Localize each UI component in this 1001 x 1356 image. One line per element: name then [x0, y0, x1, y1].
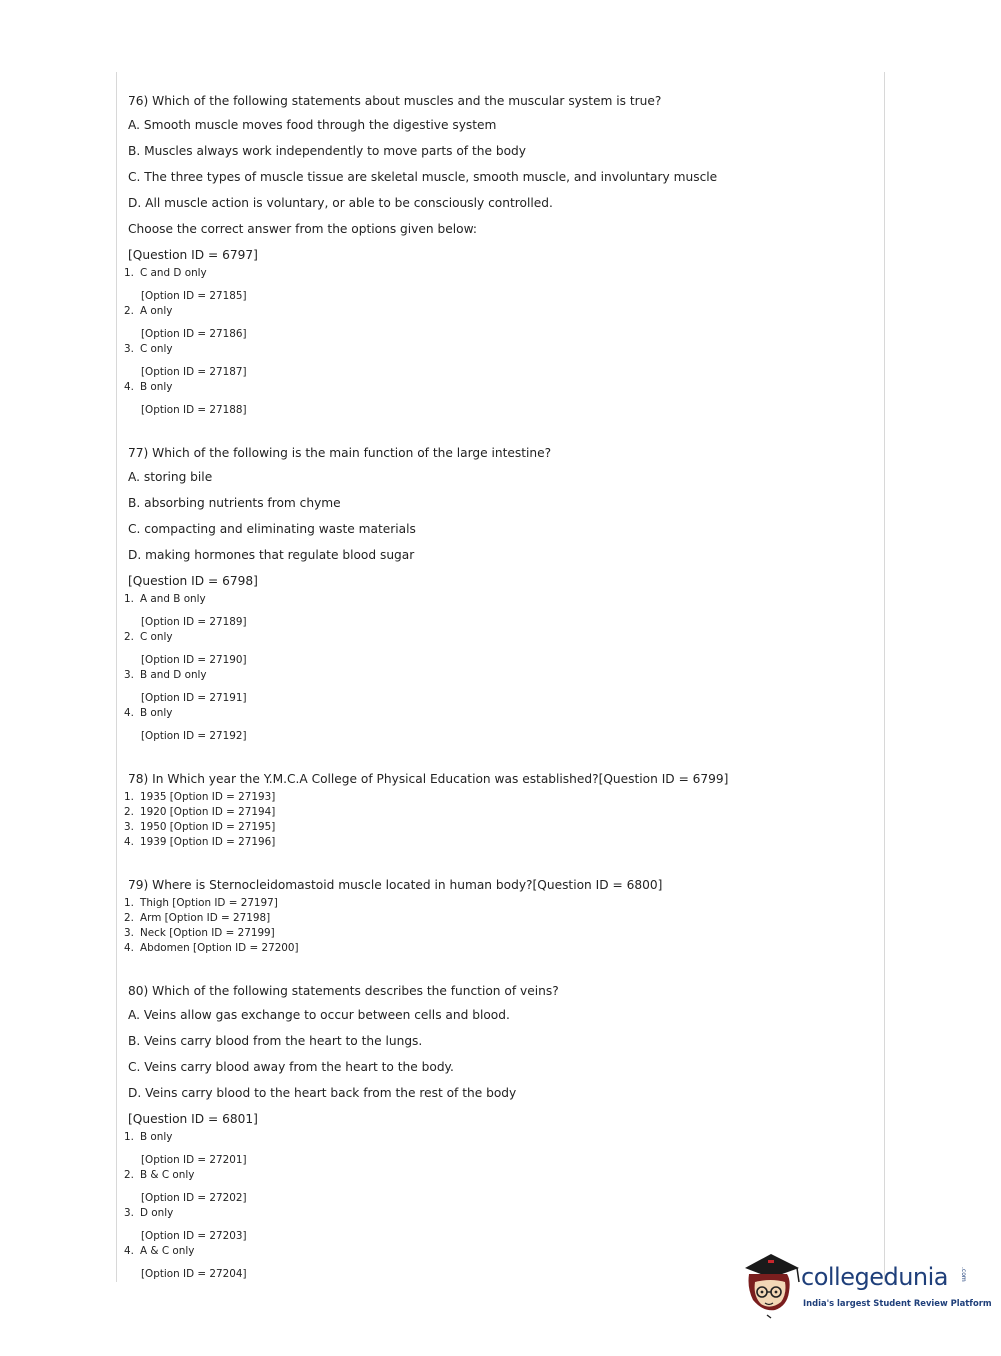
question-heading — [128, 768, 879, 790]
mascot-icon — [741, 1248, 803, 1322]
option-id: [Option ID = 27188] — [141, 404, 247, 416]
question-paper — [124, 88, 879, 1282]
option-text: 1935 [Option ID = 27193] — [140, 791, 276, 803]
question-heading — [128, 980, 879, 1002]
option — [124, 926, 879, 941]
option-id: [Option ID = 27204] — [141, 1268, 247, 1280]
question-text: Which of the following statements describes the function of veins? — [152, 984, 559, 998]
option-id: [Option ID = 27203] — [141, 1230, 247, 1242]
question-number: 77) — [128, 446, 149, 460]
question-number: 80) — [128, 984, 149, 998]
option-number: 1. — [124, 267, 134, 279]
option — [124, 941, 879, 956]
option-text: Neck [Option ID = 27199] — [140, 927, 275, 939]
instruction: Choose the correct answer from the options given below: — [128, 222, 477, 236]
statement: A. Smooth muscle moves food through the digestive system — [128, 118, 497, 132]
option-text: B & C only — [140, 1169, 195, 1181]
option-number: 3. — [124, 343, 134, 355]
logo-wordmark: collegedunia — [801, 1263, 949, 1291]
question-id: [Question ID = 6801] — [128, 1112, 258, 1126]
option — [124, 1168, 879, 1206]
option — [124, 592, 879, 630]
option-text: A and B only — [140, 593, 206, 605]
option-text: Abdomen [Option ID = 27200] — [140, 942, 299, 954]
question-76 — [124, 90, 879, 418]
question-79 — [124, 874, 879, 956]
question-80 — [124, 980, 879, 1282]
option — [124, 805, 879, 820]
option-text: C and D only — [140, 267, 207, 279]
option — [124, 266, 879, 304]
logo-tagline: India's largest Student Review Platform — [803, 1298, 992, 1308]
option-id: [Option ID = 27189] — [141, 616, 247, 628]
question-78 — [124, 768, 879, 850]
option-number: 1. — [124, 897, 134, 909]
statement: B. absorbing nutrients from chyme — [128, 496, 341, 510]
option-text: Thigh [Option ID = 27197] — [140, 897, 278, 909]
option-number: 2. — [124, 806, 134, 818]
statement: A. storing bile — [128, 470, 213, 484]
option — [124, 790, 879, 805]
statement: C. Veins carry blood away from the heart to the body. — [128, 1060, 454, 1074]
option-text: Arm [Option ID = 27198] — [140, 912, 271, 924]
option-text: B only — [140, 381, 173, 393]
option-text: C only — [140, 343, 173, 355]
option-id: [Option ID = 27187] — [141, 366, 247, 378]
question-text: Which of the following statements about muscles and the muscular system is true? — [152, 94, 662, 108]
option-id: [Option ID = 27190] — [141, 654, 247, 666]
option-number: 1. — [124, 791, 134, 803]
option-text: 1950 [Option ID = 27195] — [140, 821, 276, 833]
statement: B. Muscles always work independently to move parts of the body — [128, 144, 526, 158]
option-text: B only — [140, 1131, 173, 1143]
option-id: [Option ID = 27191] — [141, 692, 247, 704]
option — [124, 668, 879, 706]
option — [124, 630, 879, 668]
question-id: [Question ID = 6797] — [128, 248, 258, 262]
option-number: 2. — [124, 305, 134, 317]
left-margin-rule — [116, 72, 117, 1282]
option — [124, 1206, 879, 1244]
statement: B. Veins carry blood from the heart to the lungs. — [128, 1034, 423, 1048]
statement: D. making hormones that regulate blood sugar — [128, 548, 415, 562]
question-number: 79) — [128, 878, 149, 892]
option — [124, 380, 879, 418]
option — [124, 706, 879, 744]
option-text: C only — [140, 631, 173, 643]
option-text: A only — [140, 305, 173, 317]
option — [124, 911, 879, 926]
option-number: 1. — [124, 593, 134, 605]
option — [124, 304, 879, 342]
statement: D. Veins carry blood to the heart back from the rest of the body — [128, 1086, 517, 1100]
option-number: 4. — [124, 707, 134, 719]
option-number: 2. — [124, 1169, 134, 1181]
logo-dotcom: .com — [960, 1267, 967, 1282]
option-number: 3. — [124, 821, 134, 833]
option-number: 4. — [124, 1245, 134, 1257]
option-id: [Option ID = 27202] — [141, 1192, 247, 1204]
question-number: 78) — [128, 772, 149, 786]
option-text: 1939 [Option ID = 27196] — [140, 836, 276, 848]
option — [124, 896, 879, 911]
option-id: [Option ID = 27185] — [141, 290, 247, 302]
option-number: 2. — [124, 912, 134, 924]
question-77 — [124, 442, 879, 744]
option-number: 1. — [124, 1131, 134, 1143]
option-text: A & C only — [140, 1245, 195, 1257]
option-number: 3. — [124, 669, 134, 681]
option-id: [Option ID = 27186] — [141, 328, 247, 340]
collegedunia-logo[interactable] — [741, 1248, 992, 1322]
option-text: B and D only — [140, 669, 207, 681]
option-id: [Option ID = 27201] — [141, 1154, 247, 1166]
option-text: B only — [140, 707, 173, 719]
statement: C. The three types of muscle tissue are skeletal muscle, smooth muscle, and involuntary muscle — [128, 170, 718, 184]
question-id: [Question ID = 6798] — [128, 574, 258, 588]
question-number: 76) — [128, 94, 149, 108]
option-number: 2. — [124, 631, 134, 643]
option — [124, 1130, 879, 1168]
option-number: 3. — [124, 1207, 134, 1219]
option-number: 3. — [124, 927, 134, 939]
option — [124, 342, 879, 380]
option-number: 4. — [124, 836, 134, 848]
option-number: 4. — [124, 381, 134, 393]
question-text: Which of the following is the main function of the large intestine? — [152, 446, 552, 460]
option-number: 4. — [124, 942, 134, 954]
question-text: In Which year the Y.M.C.A College of Physical Education was established?[Question ID = 6799] — [152, 772, 729, 786]
option-text: D only — [140, 1207, 174, 1219]
statement: C. compacting and eliminating waste materials — [128, 522, 416, 536]
option — [124, 820, 879, 835]
option-text: 1920 [Option ID = 27194] — [140, 806, 276, 818]
question-heading — [128, 874, 879, 896]
question-heading — [128, 90, 879, 112]
question-heading — [128, 442, 879, 464]
statement: A. Veins allow gas exchange to occur between cells and blood. — [128, 1008, 510, 1022]
statement: D. All muscle action is voluntary, or able to be consciously controlled. — [128, 196, 553, 210]
option — [124, 835, 879, 850]
option-id: [Option ID = 27192] — [141, 730, 247, 742]
question-text: Where is Sternocleidomastoid muscle located in human body?[Question ID = 6800] — [152, 878, 663, 892]
right-margin-rule — [884, 72, 885, 1282]
